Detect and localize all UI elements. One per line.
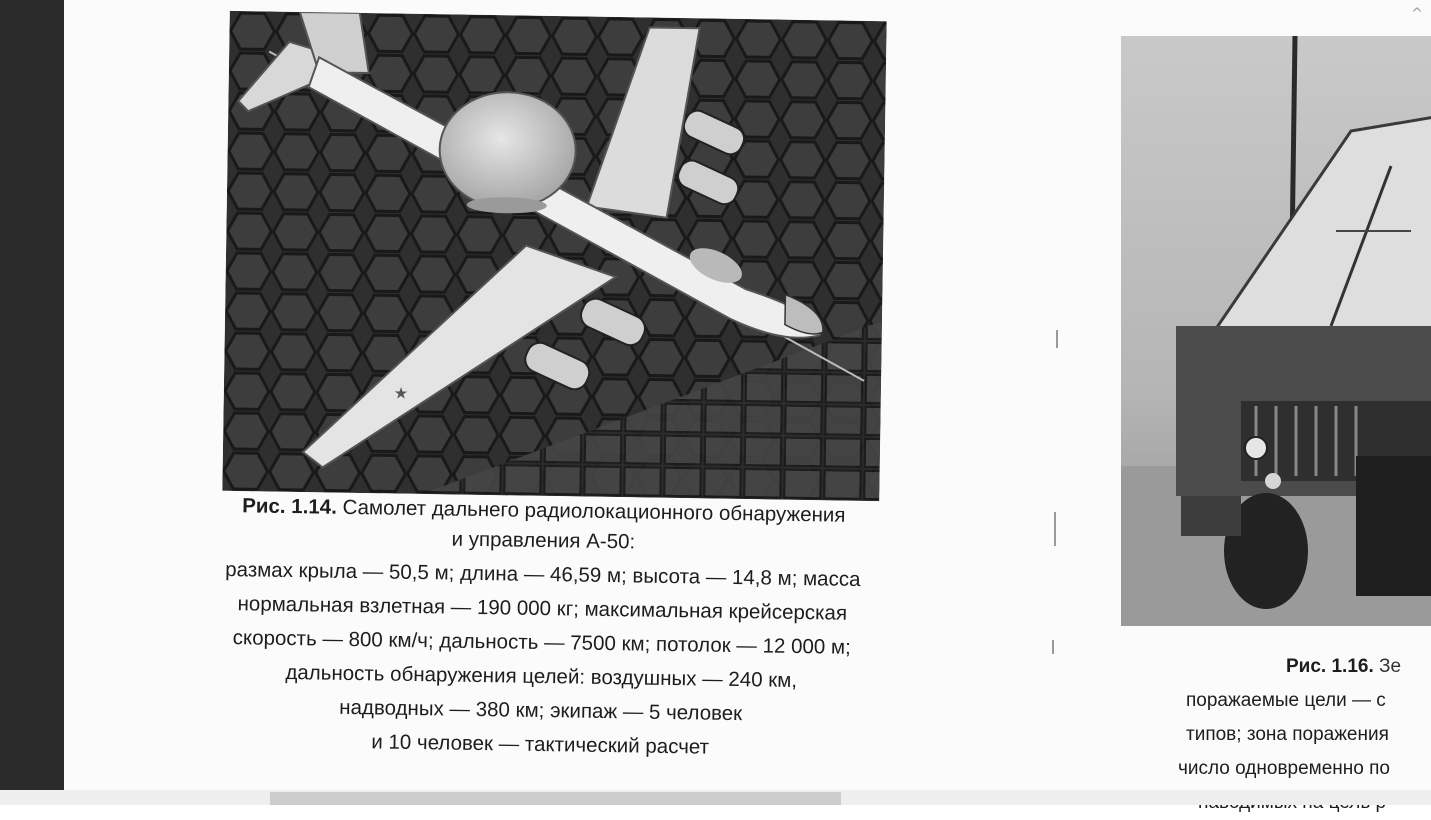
figure-label: Рис. 1.16. — [1286, 656, 1374, 677]
caption-text: Самолет дальнего радиолокационного обнаружения — [342, 495, 846, 527]
figure-1-14-caption — [176, 488, 908, 767]
svg-text:★: ★ — [393, 383, 409, 403]
figure-label: Рис. 1.14. — [242, 494, 338, 519]
chevron-up-icon[interactable]: ^ — [1411, 6, 1423, 22]
scrollbar-thumb[interactable] — [270, 792, 841, 805]
caption-line: поражаемые цели — с — [1186, 690, 1386, 711]
vehicle-photo — [1121, 36, 1431, 626]
caption-line: дальность обнаружения целей: воздушных — 240 км, — [285, 660, 798, 693]
caption-line: скорость — 800 км/ч; дальность — 7500 км; потолок — 12 000 м; — [232, 626, 851, 659]
scan-mark — [1056, 330, 1058, 348]
aircraft-photo — [222, 11, 886, 501]
caption-line: типов; зона поражения — [1186, 724, 1389, 745]
caption-line: нормальная взлетная — 190 000 кг; максимальная крейсерская — [237, 592, 848, 625]
horizontal-scrollbar[interactable] — [0, 790, 1431, 805]
caption-line — [1178, 650, 1431, 684]
caption-line: и управления А-50: — [451, 527, 636, 554]
scan-mark — [1054, 512, 1056, 546]
caption-line: число одновременно по — [1178, 758, 1390, 779]
caption-text: Зе — [1379, 656, 1402, 677]
viewer-left-panel — [0, 0, 64, 805]
caption-line: размах крыла — 50,5 м; длина — 46,59 м; высота — 14,8 м; масса — [225, 558, 861, 591]
scan-mark — [1052, 640, 1054, 654]
caption-line: надводных — 380 км; экипаж — 5 человек — [339, 695, 743, 726]
caption-line: и 10 человек — тактический расчет — [371, 730, 710, 759]
